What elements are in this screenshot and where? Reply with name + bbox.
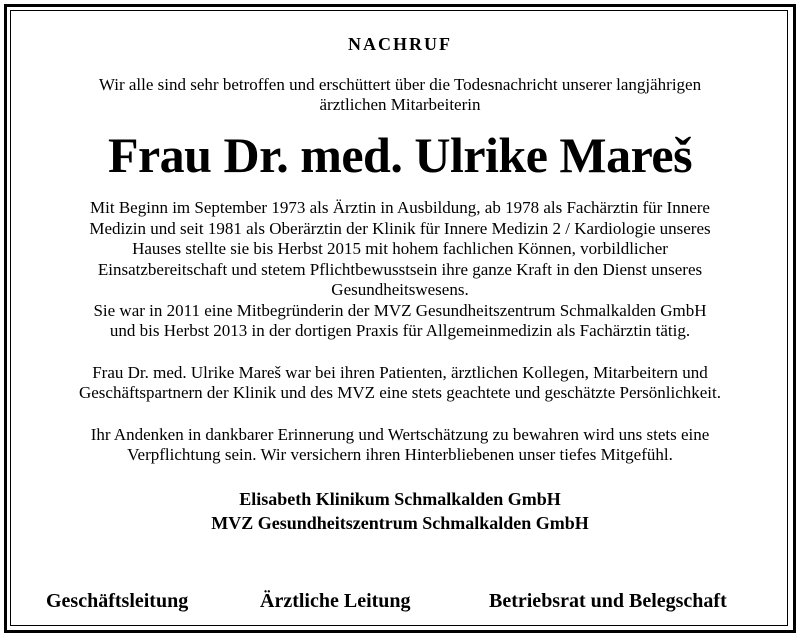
career-paragraph bbox=[12, 198, 788, 301]
paragraph-line: und bis Herbst 2013 in der dortigen Praxis für Allgemeinmedizin als Fachärztin tätig. bbox=[109, 321, 691, 340]
paragraph-line: Medizin und seit 1981 als Oberärztin der Klinik für Innere Medizin 2 / Kardiologie unseres bbox=[89, 218, 711, 238]
notice-heading: NACHRUF bbox=[348, 34, 452, 54]
paragraph-line: Ihr Andenken in dankbarer Erinnerung und Wertschätzung zu bewahren wird uns stets eine bbox=[90, 424, 710, 444]
obituary-notice bbox=[12, 12, 788, 535]
paragraph-line: Sie war in 2011 eine Mitbegründerin der MVZ Gesundheitszentrum Schmalkalden GmbH bbox=[93, 300, 707, 320]
paragraph-line: Verpflichtung sein. Wir versichern ihren Hinterbliebenen unser tiefes Mitgefühl. bbox=[127, 445, 673, 464]
paragraph-line: Mit Beginn im September 1973 als Ärztin in Ausbildung, ab 1978 als Fachärztin für Innere bbox=[90, 198, 710, 217]
paragraph-line: Hauses stellte sie bis Herbst 2015 mit hohem fachlichen Können, vorbildlicher bbox=[132, 239, 668, 258]
signature-medical-leadership: Ärztliche Leitung bbox=[260, 590, 411, 612]
intro-text bbox=[12, 75, 788, 115]
tribute-paragraph bbox=[12, 363, 788, 404]
organization-name: Elisabeth Klinikum Schmalkalden GmbH bbox=[239, 488, 561, 509]
remembrance-paragraph bbox=[12, 425, 788, 466]
paragraph-line: Frau Dr. med. Ulrike Mareš war bei ihren Patienten, ärztlichen Kollegen, Mitarbeitern und bbox=[92, 362, 708, 382]
paragraph-line: Gesundheitswesens. bbox=[331, 280, 469, 299]
signature-management: Geschäftsleitung bbox=[46, 590, 189, 612]
mvz-paragraph bbox=[12, 301, 788, 342]
organization-name: MVZ Gesundheitszentrum Schmalkalden GmbH bbox=[211, 512, 589, 533]
paragraph-line: Einsatzbereitschaft und stetem Pflichtbewusstsein ihre ganze Kraft in den Dienst unseres bbox=[97, 259, 703, 279]
deceased-name: Frau Dr. med. Ulrike Mareš bbox=[107, 127, 693, 183]
paragraph-line: Geschäftspartnern der Klinik und des MVZ eine stets geachtete und geschätzte Persönlichkeit. bbox=[78, 383, 721, 402]
intro-line: Wir alle sind sehr betroffen und erschüttert über die Todesnachricht unserer langjährigen bbox=[98, 75, 702, 94]
intro-line: ärztlichen Mitarbeiterin bbox=[319, 95, 481, 114]
signature-works-council: Betriebsrat und Belegschaft bbox=[489, 590, 727, 612]
signature-row bbox=[12, 588, 788, 614]
